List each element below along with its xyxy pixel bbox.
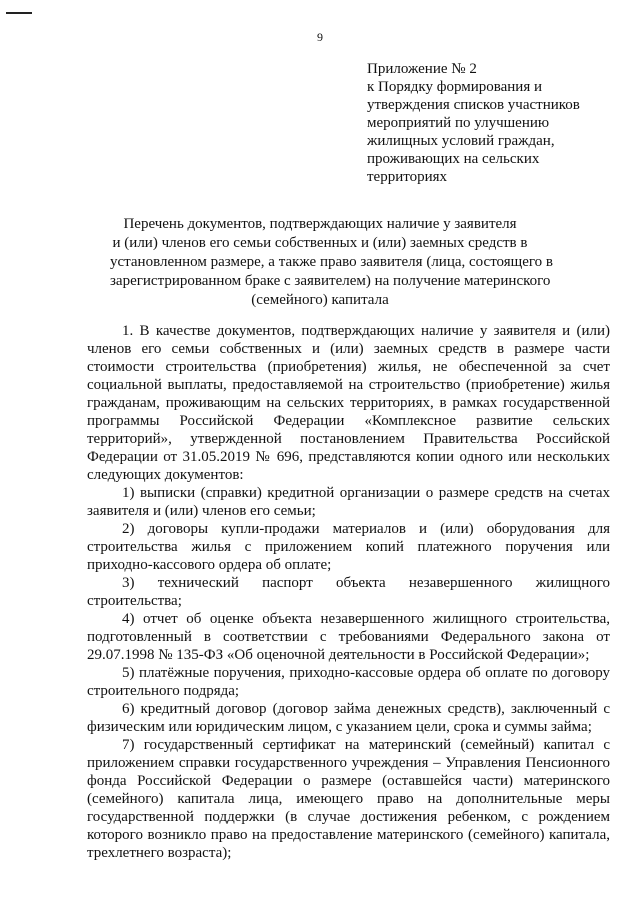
page-number: 9: [317, 30, 323, 44]
list-item-6: 6) кредитный договор (договор займа денежных средств), заключенный с физическим или юридическим лицом, с указанием цели, срока и суммы займа;: [87, 701, 610, 735]
list-item-2: 2) договоры купли-продажи материалов и (или) оборудования для строительства жилья с приложением копий платежного поручения или приходно-кассового ордера об оплате;: [87, 521, 610, 573]
list-item-5: 5) платёжные поручения, приходно-кассовые ордера об оплате по договору строительного подряда;: [87, 665, 610, 699]
title-line: установленном размере, а также право заявителя (лица, состоящего в: [110, 254, 553, 270]
document-title: [110, 215, 553, 310]
appendix-header: [367, 60, 617, 186]
appendix-line: мероприятий по улучшению: [367, 115, 550, 131]
appendix-line: жилищных условий граждан,: [367, 133, 555, 149]
list-item-3: 3) технический паспорт объекта незавершенного жилищного строительства;: [87, 575, 610, 609]
appendix-line: территориях: [367, 169, 448, 185]
list-item-4: 4) отчет об оценке объекта незавершенного жилищного строительства, подготовленный в соответствии с требованиями Федерального закона от 29.07.1998 № 135-ФЗ «Об оценочной деятельности в Российской Федерации»;: [87, 611, 610, 663]
corner-scan-mark: [6, 12, 32, 14]
list-item-7: 7) государственный сертификат на материнский (семейный) капитал с приложением справки государственного учреждения – Управления Пенсионного фонда Российской Федерации о размере (оставшейся части) материнского (семейного) капитала лица, имеющего право на дополнительные меры государственной поддержки (в случае достижения ребенком, с рождением которого возникло право на предоставление материнского (семейного) капитала, трехлетнего возраста);: [87, 737, 610, 861]
paragraph-intro: 1. В качестве документов, подтверждающих наличие у заявителя и (или) членов его семьи собственных и (или) заемных средств в размере части стоимости строительства (приобретения) жилья, не обеспеченной за счет социальной выплаты, предоставляемой на строительство (приобретение) жилья гражданам, проживающим на сельских территориях, в рамках государственной программы Российской Федерации «Комплексное развитие сельских территорий», утвержденной постановлением Правительства Российской Федерации от 31.05.2019 № 696, представляются копии одного или нескольких следующих документов:: [87, 323, 610, 483]
appendix-line: утверждения списков участников: [367, 97, 580, 113]
title-line: (семейного) капитала: [251, 292, 389, 308]
appendix-line: проживающих на сельских: [367, 151, 540, 167]
appendix-line: к Порядку формирования и: [367, 79, 543, 95]
title-line: зарегистрированном браке с заявителем) на получение материнского: [110, 273, 551, 289]
title-line: Перечень документов, подтверждающих наличие у заявителя: [123, 216, 517, 232]
document-body: [87, 322, 610, 862]
appendix-line: Приложение № 2: [367, 61, 477, 77]
list-item-1: 1) выписки (справки) кредитной организации о размере средств на счетах заявителя и (или) членов его семьи;: [87, 485, 610, 519]
title-line: и (или) членов его семьи собственных и (или) заемных средств в: [112, 235, 528, 251]
